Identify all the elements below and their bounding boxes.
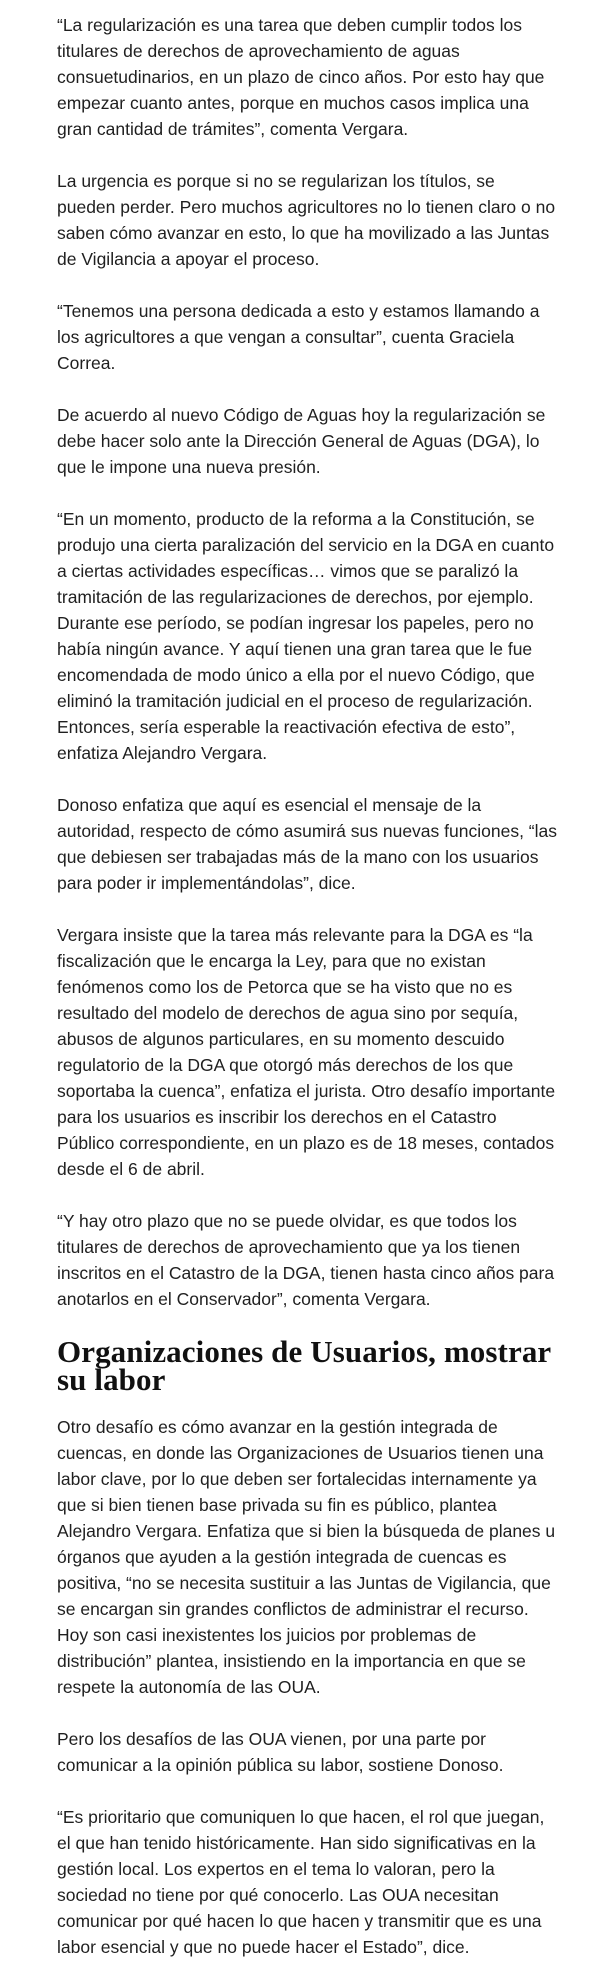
article-paragraph-urgencia: La urgencia es porque si no se regularizan los títulos, se pueden perder. Pero muchos agricultores no lo tienen claro o no saben cómo avanzar en esto, lo que ha movilizado a las Juntas de Vigilancia a apoyar el proceso. [57,171,556,269]
article-paragraph-gestion-integrada: Otro desafío es cómo avanzar en la gestión integrada de cuencas, en donde las Organizaciones de Usuarios tienen una labor clave, por lo que deben ser fortalecidas internamente ya que si bien tienen base privada su fin es público, plantea Alejandro Vergara. Enfatiza que si bien la búsqueda de planes u órganos que ayuden a la gestión integrada de cuencas es positiva, “no se necesita sustituir a las Juntas de Vigilancia, que se encargan sin grandes conflictos de administrar el recurso. Hoy son casi inexistentes los juicios por problemas de distribución” plantea, insistiendo en la importancia en que se respete la autonomía de las OUA. [57,1417,556,1697]
section-heading: Organizaciones de Usuarios, mostrar su labor [57,1334,551,1397]
article-paragraph-desafios-oua: Pero los desafíos de las OUA vienen, por una parte por comunicar a la opinión pública su labor, sostiene Donoso. [57,1729,504,1775]
article-paragraph-fiscalizacion: Vergara insiste que la tarea más relevante para la DGA es “la fiscalización que le encarga la Ley, para que no existan fenómenos como los de Petorca que se ha visto que no es resultado del modelo de derechos de agua sino por sequía, abusos de algunos particulares, en su momento descuido regulatorio de la DGA que otorgó más derechos de los que soportaba la cuenca”, enfatiza el jurista. Otro desafío importante para los usuarios es inscribir los derechos en el Catastro Público correspondiente, en un plazo es de 18 meses, contados desde el 6 de abril. [57,925,556,1179]
article-paragraph-correa-quote: “Tenemos una persona dedicada a esto y estamos llamando a los agricultores a que vengan a consultar”, cuenta Graciela Correa. [57,301,540,373]
article-paragraph-prioritario-quote: “Es prioritario que comuniquen lo que hacen, el rol que juegan, el que han tenido históricamente. Han sido significativas en la gestión local. Los expertos en el tema lo valoran, pero la sociedad no tiene por qué conocerlo. Las OUA necesitan comunicar por qué hacen lo que hacen y transmitir que es una labor esencial y que no puede hacer el Estado”, dice. [57,1807,545,1957]
article-body [57,0,557,1986]
article-paragraph-reforma-quote: “En un momento, producto de la reforma a la Constitución, se produjo una cierta paralización del servicio en la DGA en cuanto a ciertas actividades específicas… vimos que se paralizó la tramitación de las regularizaciones de derechos, por ejemplo. Durante ese período, se podían ingresar los papeles, pero no había ningún avance. Y aquí tienen una gran tarea que le fue encomendada de modo único a ella por el nuevo Código, que eliminó la tramitación judicial en el proceso de regularización. Entonces, sería esperable la reactivación efectiva de esto”, enfatiza Alejandro Vergara. [57,509,555,763]
article-paragraph-donoso-autoridad: Donoso enfatiza que aquí es esencial el mensaje de la autoridad, respecto de cómo asumirá sus nuevas funciones, “las que debiesen ser trabajadas más de la mano con los usuarios para poder ir implementándolas”, dice. [57,795,557,893]
article-paragraph-codigo-aguas: De acuerdo al nuevo Código de Aguas hoy la regularización se debe hacer solo ante la Dirección General de Aguas (DGA), lo que le impone una nueva presión. [57,405,546,477]
article-paragraph-regularizacion-quote: “La regularización es una tarea que deben cumplir todos los titulares de derechos de aprovechamiento de aguas consuetudinarios, en un plazo de cinco años. Por esto hay que empezar cuanto antes, porque en muchos casos implica una gran cantidad de trámites”, comenta Vergara. [57,15,545,139]
article-paragraph-otro-plazo-quote: “Y hay otro plazo que no se puede olvidar, es que todos los titulares de derechos de aprovechamiento que ya los tienen inscritos en el Catastro de la DGA, tienen hasta cinco años para anotarlos en el Conservador”, comenta Vergara. [57,1211,555,1309]
